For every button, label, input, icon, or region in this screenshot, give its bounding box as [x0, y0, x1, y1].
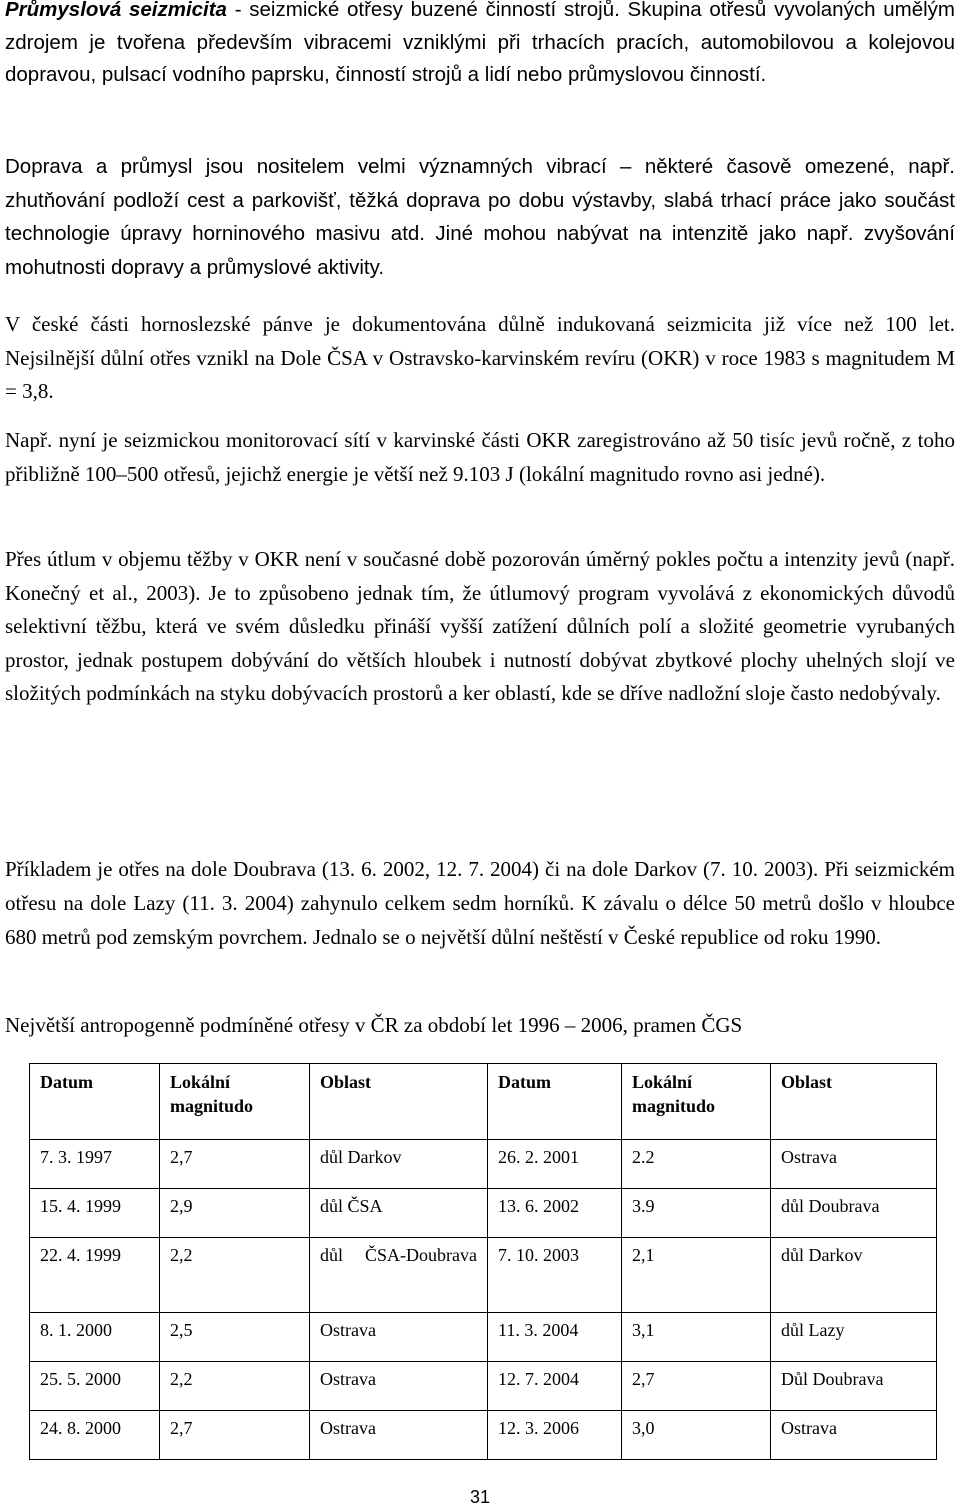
- cell-magnitude: 2,7: [160, 1140, 310, 1189]
- cell-area: [310, 1238, 488, 1313]
- cell-date: 8. 1. 2000: [30, 1313, 160, 1362]
- cell-magnitude: 2,7: [622, 1362, 771, 1411]
- cell-date: 7. 10. 2003: [488, 1238, 622, 1313]
- cell-magnitude: 2,5: [160, 1313, 310, 1362]
- header-date: Datum: [30, 1064, 160, 1140]
- header-local-magnitude-2: Lokální magnitudo: [622, 1064, 771, 1140]
- paragraph-industrial-seismicity: [5, 0, 955, 92]
- paragraph-text: - seizmické otřesy buzené činností strojů. Skupina otřesů vyvolaných umělým zdrojem je tvořena především vibracemi vzniklými při trhacích pracích, automobilovou a kolejovou dopravou, pulsací vodního paprsku, činností strojů a lidí nebo průmyslovou činností.: [5, 0, 955, 86]
- cell-area: Ostrava: [771, 1140, 937, 1189]
- table-caption: Největší antropogenně podmíněné otřesy v ČR za období let 1996 – 2006, pramen ČGS: [5, 1013, 743, 1037]
- header-local-magnitude: Lokální magnitudo: [160, 1064, 310, 1140]
- cell-date: 7. 3. 1997: [30, 1140, 160, 1189]
- table-row: [30, 1313, 937, 1362]
- cell-area-text: důl ČSA-Doubrava: [320, 1245, 477, 1265]
- cell-magnitude: 3,1: [622, 1313, 771, 1362]
- cell-magnitude: 2,7: [160, 1411, 310, 1460]
- seismic-events-table: [29, 1063, 937, 1460]
- cell-magnitude: 2,9: [160, 1189, 310, 1238]
- paragraph-examples: Příkladem je otřes na dole Doubrava (13. 6. 2002, 12. 7. 2004) či na dole Darkov (7. 10. 2003). Při seizmickém otřesu na dole Lazy (11. 3. 2004) zahynulo celkem sedm horníků. K závalu o délce 50 metrů došlo v hloubce 680 metrů pod zemským povrchem. Jednalo se o největší důlní neštěstí v České republice od roku 1990.: [5, 857, 955, 949]
- cell-date: 24. 8. 2000: [30, 1411, 160, 1460]
- paragraph-upper-silesian-basin: V české části hornoslezské pánve je dokumentována důlně indukovaná seizmicita již více než 100 let. Nejsilnější důlní otřes vznikl na Dole ČSA v Ostravsko-karvinském revíru (OKR) v roce 1983 s magnitudem M = 3,8.: [5, 312, 955, 403]
- cell-area: důl Lazy: [771, 1313, 937, 1362]
- cell-magnitude: 3,0: [622, 1411, 771, 1460]
- cell-date: 12. 3. 2006: [488, 1411, 622, 1460]
- table-row: [30, 1189, 937, 1238]
- cell-area: důl Darkov: [310, 1140, 488, 1189]
- cell-area: důl ČSA: [310, 1189, 488, 1238]
- cell-magnitude: 3.9: [622, 1189, 771, 1238]
- cell-magnitude: 2.2: [622, 1140, 771, 1189]
- cell-date: 15. 4. 1999: [30, 1189, 160, 1238]
- cell-date: 12. 7. 2004: [488, 1362, 622, 1411]
- page-number: 31: [469, 1487, 491, 1507]
- cell-area: Ostrava: [310, 1362, 488, 1411]
- table-row: [30, 1238, 937, 1313]
- cell-area: Ostrava: [310, 1313, 488, 1362]
- cell-magnitude: 2,1: [622, 1238, 771, 1313]
- cell-area: důl Doubrava: [771, 1189, 937, 1238]
- cell-area: důl Darkov: [771, 1238, 937, 1313]
- term-industrial-seismicity: Průmyslová seizmicita: [5, 0, 227, 21]
- cell-date: 26. 2. 2001: [488, 1140, 622, 1189]
- cell-date: 11. 3. 2004: [488, 1313, 622, 1362]
- table-header-row: [30, 1064, 937, 1140]
- header-date-2: Datum: [488, 1064, 622, 1140]
- cell-area: Ostrava: [310, 1411, 488, 1460]
- paragraph-traffic-industry: Doprava a průmysl jsou nositelem velmi významných vibrací – některé časově omezené, např. zhutňování podloží cest a parkovišť, těžká doprava po dobu výstavby, slabá trhací práce jako součást technologie úpravy horninového masivu atd. Jiné mohou nabývat na intenzitě jako např. zvyšování mohutnosti dopravy a průmyslové aktivity.: [5, 155, 955, 279]
- table-row: [30, 1411, 937, 1460]
- header-area-2: Oblast: [771, 1064, 937, 1140]
- cell-date: 13. 6. 2002: [488, 1189, 622, 1238]
- cell-date: 25. 5. 2000: [30, 1362, 160, 1411]
- header-area: Oblast: [310, 1064, 488, 1140]
- cell-magnitude: 2,2: [160, 1362, 310, 1411]
- cell-area: Důl Doubrava: [771, 1362, 937, 1411]
- cell-magnitude: 2,2: [160, 1238, 310, 1313]
- cell-area: Ostrava: [771, 1411, 937, 1460]
- paragraph-monitoring-network: Např. nyní je seizmickou monitorovací sítí v karvinské části OKR zaregistrováno až 50 tisíc jevů ročně, z toho přibližně 100–500 otřesů, jejichž energie je větší než 9.103 J (lokální magnitudo rovno asi jedné).: [5, 428, 955, 486]
- paragraph-mining-decline: Přes útlum v objemu těžby v OKR není v současné době pozorován úměrný pokles počtu a intenzity jevů (např. Konečný et al., 2003). Je to způsobeno jednak tím, že útlumový program vyvolává z ekonomických důvodů selektivní těžbu, která ve svém důsledku přináší vyšší zatížení důlních polí a složité geometrie vyrubaných prostor, jednak postupem dobývání do větších hloubek i nutností dobývat zbytkové plochy uhelných slojí ve složitých podmínkách na styku dobývacích prostorů a ker oblastí, kde se dříve nadložní sloje často nedobývaly.: [5, 547, 955, 705]
- table-row: [30, 1140, 937, 1189]
- table-row: [30, 1362, 937, 1411]
- cell-date: 22. 4. 1999: [30, 1238, 160, 1313]
